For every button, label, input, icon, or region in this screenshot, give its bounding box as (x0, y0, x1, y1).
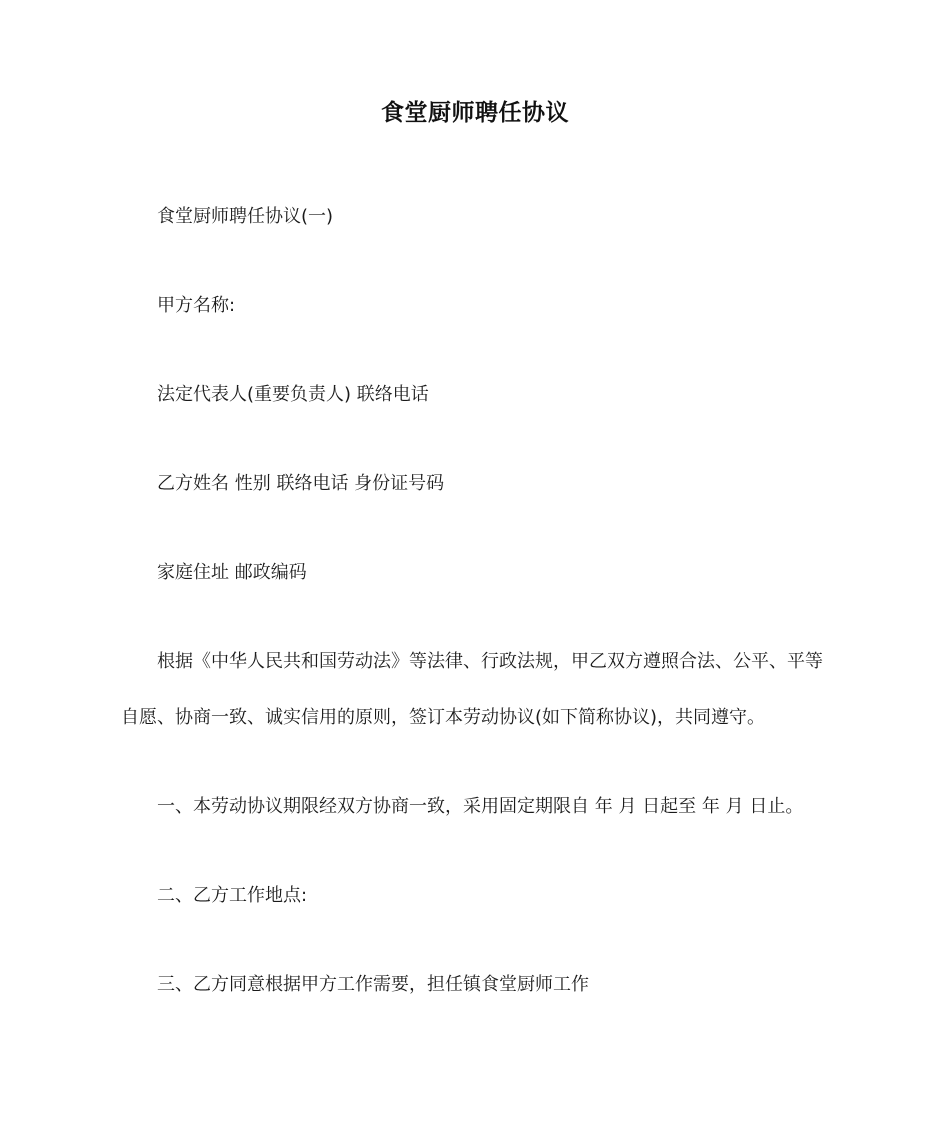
address-line: 家庭住址 邮政编码 (157, 562, 307, 583)
party-b-info-line: 乙方姓名 性别 联络电话 身份证号码 (157, 473, 445, 494)
legal-representative-line: 法定代表人(重要负责人) 联络电话 (157, 384, 429, 405)
party-a-name-line: 甲方名称: (157, 295, 236, 316)
basis-paragraph-line-2: 自愿、协商一致、诚实信用的原则，签订本劳动协议(如下简称协议)，共同遵守。 (121, 707, 766, 728)
subtitle-line: 食堂厨师聘任协议(一) (157, 206, 334, 227)
clause-two: 二、乙方工作地点: (157, 885, 308, 906)
clause-three: 三、乙方同意根据甲方工作需要，担任镇食堂厨师工作 (157, 974, 589, 995)
clause-one: 一、本劳动协议期限经双方协商一致，采用固定期限自 年 月 日起至 年 月 日止。 (157, 796, 804, 817)
document-title: 食堂厨师聘任协议 (381, 100, 569, 126)
basis-paragraph-line-1: 根据《中华人民共和国劳动法》等法律、行政法规，甲乙双方遵照合法、公平、平等 (157, 651, 823, 672)
